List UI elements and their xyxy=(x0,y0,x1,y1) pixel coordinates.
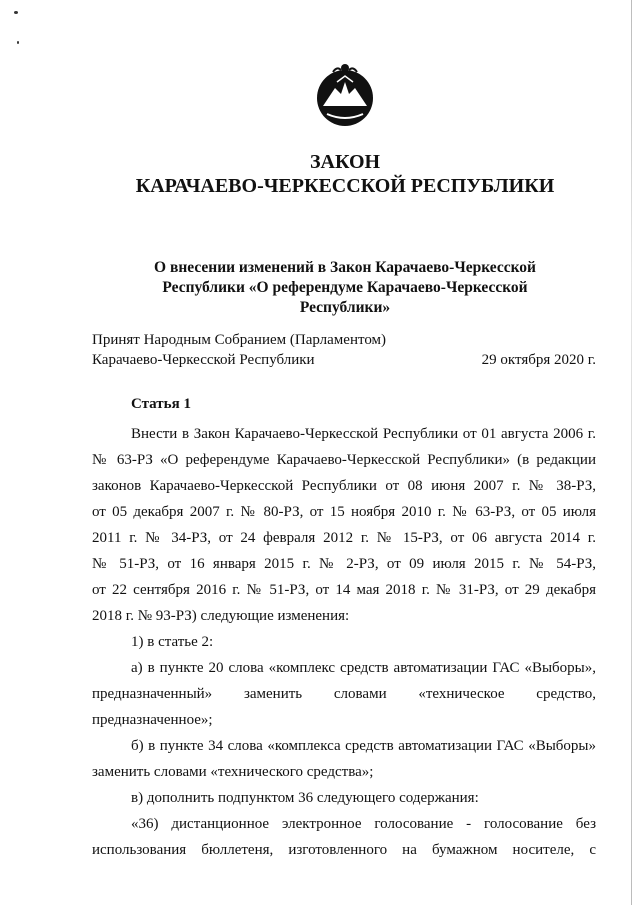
paragraph-line: 2018 г. № 93-РЗ) следующие изменения: xyxy=(92,608,350,624)
adopted-by: Принят Народным Собранием (Парламентом) xyxy=(92,332,387,348)
list-item-line: «36) дистанционное электронное голосование - голосование без xyxy=(131,816,596,832)
paragraph-line: 2011 г. № 34-РЗ, от 24 февраля 2012 г. № 15-РЗ, от 06 августа 2014 г. xyxy=(92,530,596,546)
list-item: в) дополнить подпунктом 36 следующего содержания: xyxy=(131,790,479,806)
list-item-line: б) в пункте 34 слова «комплекса средств автоматизации ГАС «Выборы» xyxy=(131,738,596,754)
list-item-line: а) в пункте 20 слова «комплекс средств автоматизации ГАС «Выборы», xyxy=(131,660,596,676)
paragraph-line: № 51-РЗ, от 16 января 2015 г. № 2-РЗ, от 09 июля 2015 г. № 54-РЗ, xyxy=(92,556,596,572)
list-item-line: заменить словами «технического средства»; xyxy=(92,764,374,780)
law-subtitle xyxy=(120,258,570,318)
scan-edge xyxy=(631,0,632,905)
subtitle-line: Республики «О референдуме Карачаево-Черкесской xyxy=(162,279,528,296)
paragraph-line: Внести в Закон Карачаево-Черкесской Республики от 01 августа 2006 г. xyxy=(131,426,596,442)
adoption-date: 29 октября 2020 г. xyxy=(481,352,596,368)
scan-speck xyxy=(17,41,19,44)
coat-of-arms-icon xyxy=(313,58,377,130)
paragraph-line: законов Карачаево-Черкесской Республики от 08 июня 2007 г. № 38-РЗ, xyxy=(92,478,596,494)
paragraph-line: № 63-РЗ «О референдуме Карачаево-Черкесской Республики» (в редакции xyxy=(92,452,596,468)
article-heading: Статья 1 xyxy=(131,396,191,412)
subtitle-line: Республики» xyxy=(299,299,391,316)
subtitle-line: О внесении изменений в Закон Карачаево-Черкесской xyxy=(154,259,536,276)
paragraph-line: от 22 сентября 2016 г. № 51-РЗ, от 14 мая 2018 г. № 31-РЗ, от 29 декабря xyxy=(92,582,596,598)
paragraph-line: от 05 декабря 2007 г. № 80-РЗ, от 15 ноября 2010 г. № 63-РЗ, от 05 июля xyxy=(92,504,596,520)
list-item-line: предназначенный» заменить словами «техническое средство, xyxy=(92,686,596,702)
list-item: 1) в статье 2: xyxy=(131,634,214,650)
list-item-line: использования бюллетеня, изготовленного на бумажном носителе, с xyxy=(92,842,596,858)
scan-speck xyxy=(14,11,18,14)
law-title: ЗАКОН xyxy=(309,151,381,173)
republic-title: КАРАЧАЕВО-ЧЕРКЕССКОЙ РЕСПУБЛИКИ xyxy=(135,175,555,197)
list-item-line: предназначенное»; xyxy=(92,712,213,728)
adopted-by-republic: Карачаево-Черкесской Республики xyxy=(92,352,315,368)
